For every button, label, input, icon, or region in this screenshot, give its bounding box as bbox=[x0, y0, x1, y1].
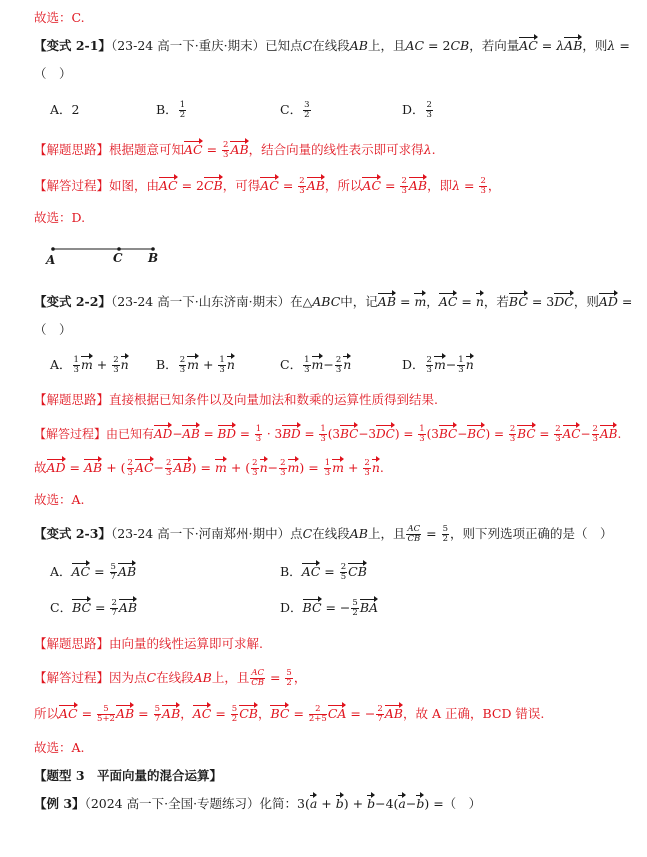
question-blank-2-1: （ ） bbox=[34, 66, 72, 81]
option-b-2-1: B． $\frac{1}{2}$ bbox=[156, 100, 186, 120]
answer-line-2-3: 故选：A. bbox=[34, 740, 85, 755]
answer-line-2-2: 故选：A. bbox=[34, 492, 85, 507]
answer-line-1: 故选：C. bbox=[34, 10, 85, 25]
option-a-2-1: A．2 bbox=[50, 102, 80, 117]
solution-process-2-1: 【解答过程】如图，由AC = 2CB，可得AC = $\frac{2}{3}$ AB，所以AC = $\frac{2}{3}$ AB，即λ = $\frac{2}{3}$ ， bbox=[34, 176, 501, 196]
option-b-2-3: B．AC = $\frac{2}{5}$ CB bbox=[280, 562, 367, 582]
option-a-2-2: A． $\frac{1}{3}$ m + $\frac{2}{3}$ n bbox=[50, 355, 129, 375]
option-c-2-1: C． $\frac{3}{2}$ bbox=[280, 100, 310, 120]
solution-conclusion-2-3: 所以AC = $\frac{5}{5+2}$ AB = $\frac{5}{7}$ AB，AC = $\frac{5}{2}$ CB，BC = $\frac{2}{2+5}$ CA = − $\frac{2}{7}$ AB，故 A 正确，BCD 错误. bbox=[34, 704, 545, 724]
solution-idea-2-3: 【解题思路】由向量的线性运算即可求解. bbox=[34, 636, 263, 651]
label-c: C bbox=[113, 251, 123, 265]
option-c-2-3: C．BC = $\frac{2}{7}$ AB bbox=[50, 598, 138, 618]
question-blank-2-2: （ ） bbox=[34, 322, 72, 337]
question-example-3: 【例 3】（2024 高一下·全国·专题练习）化简：3(a + b) + b−4(a−b) =（ ） bbox=[34, 794, 627, 814]
segment-line bbox=[50, 242, 160, 256]
answer-line-2-1: 故选：D. bbox=[34, 210, 86, 225]
segment-figure bbox=[46, 242, 160, 268]
solution-idea-2-1: 【解题思路】根据题意可知AC = $\frac{2}{3}$ AB，结合向量的线性表示即可求得λ. bbox=[34, 140, 436, 160]
question-variant-2-1: 【变式 2-1】（23-24 高一下·重庆·期末）已知点C在线段AB上，且AC = 2CB，若向量AC = λAB，则λ = bbox=[34, 36, 627, 56]
solution-process-2-2: 【解答过程】由已知有AD−AB = BD = $\frac{1}{3}$ · 3BD = $\frac{1}{3}$ (3BC−3DC) = $\frac{1}{3}$ (3BC−BC) = $\frac{2}{3}$ BC = $\frac{2}{3}$ AC− $\frac{2}{3}$ AB. bbox=[34, 424, 622, 444]
section-heading-type-3: 【题型 3 平面向量的混合运算】 bbox=[34, 768, 223, 783]
label-b: B bbox=[148, 251, 159, 265]
option-c-2-2: C． $\frac{1}{3}$ m− $\frac{2}{3}$ n bbox=[280, 355, 352, 375]
question-variant-2-2: 【变式 2-2】（23-24 高一下·山东济南·期末）在△ABC中，记AB = m，AC = n，若BC = 3DC，则AD = bbox=[34, 292, 627, 312]
label-a: A bbox=[46, 253, 56, 267]
option-d-2-1: D． $\frac{2}{3}$ bbox=[402, 100, 432, 120]
point-a bbox=[51, 247, 55, 251]
solution-conclusion-2-2: 故AD = AB + ( $\frac{2}{3}$ AC− $\frac{2}{3}$ AB) = m + ( $\frac{2}{3}$ n− $\frac{2}{3}$ m) = $\frac{1}{3}$ m + $\frac{2}{3}$ n. bbox=[34, 458, 384, 478]
solution-idea-2-2: 【解题思路】直接根据已知条件以及向量加法和数乘的运算性质得到结果. bbox=[34, 392, 438, 407]
option-a-2-3: A．AC = $\frac{5}{7}$ AB bbox=[50, 562, 137, 582]
option-d-2-2: D． $\frac{2}{3}$ m− $\frac{1}{3}$ n bbox=[402, 355, 474, 375]
option-d-2-3: D．BC = − $\frac{5}{2}$ BA bbox=[280, 598, 379, 618]
option-b-2-2: B． $\frac{2}{3}$ m + $\frac{1}{3}$ n bbox=[156, 355, 235, 375]
question-variant-2-3: 【变式 2-3】（23-24 高一下·河南郑州·期中）点C在线段AB上，且 $\frac{AC}{CB}$ = $\frac{5}{2}$ ，则下列选项正确的是（ ） bbox=[34, 524, 613, 544]
solution-process-2-3: 【解答过程】因为点C在线段AB上，且 $\frac{AC}{CB}$ = $\frac{5}{2}$ ， bbox=[34, 668, 307, 688]
